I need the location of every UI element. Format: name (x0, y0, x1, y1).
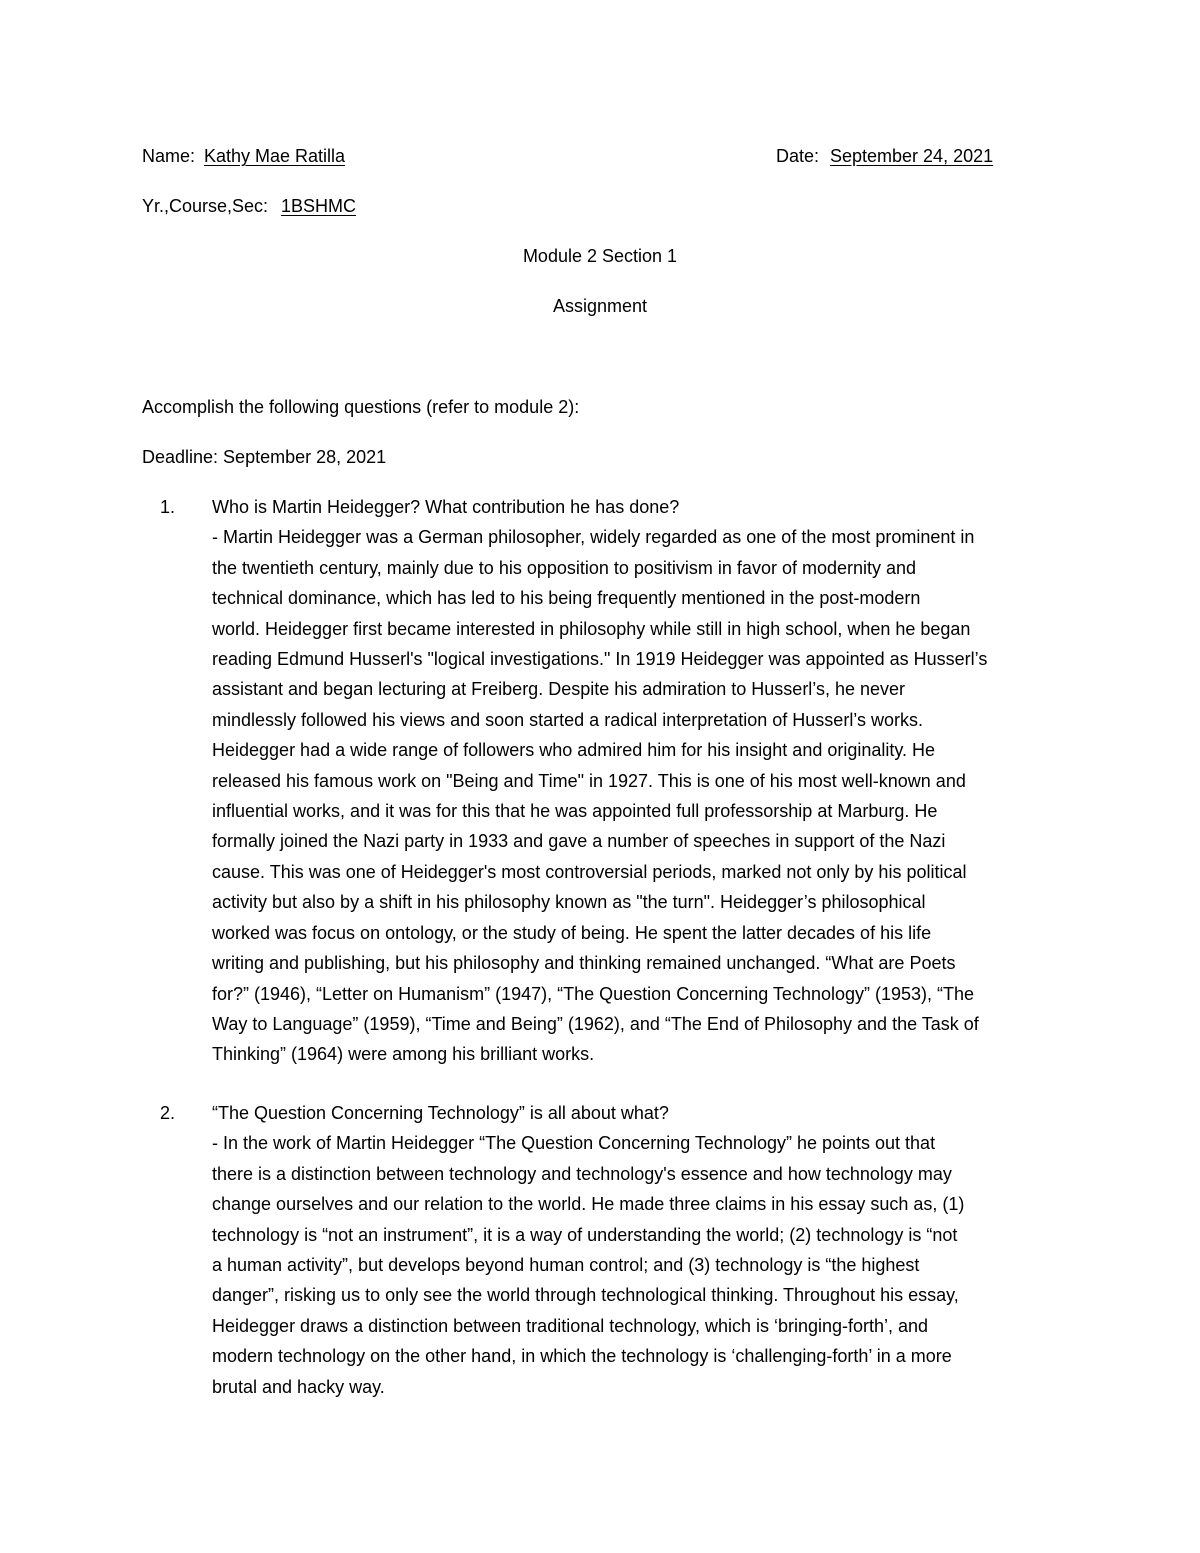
deadline: Deadline: September 28, 2021 (142, 447, 387, 467)
question-number: 2. (160, 1103, 176, 1123)
answer-line: technology is “not an instrument”, it is a way of understanding the world; (2) technology is “not (212, 1224, 958, 1245)
question-number: 1. (160, 497, 176, 517)
question-body (212, 1098, 1072, 1402)
answer-line: for?” (1946), “Letter on Humanism” (1947), “The Question Concerning Technology” (1953), “The (212, 983, 975, 1004)
name-label: Name: (142, 146, 196, 166)
date-value: September 24, 2021 (830, 146, 994, 166)
answer-line: danger”, risking us to only see the world through technological thinking. Throughout his essay, (212, 1285, 959, 1306)
question-body (212, 492, 1072, 1070)
answer-line: cause. This was one of Heidegger's most controversial periods, marked not only by his political (212, 861, 967, 882)
question-text: “The Question Concerning Technology” is all about what? (212, 1103, 669, 1123)
answer-line: worked was focus on ontology, or the study of being. He spent the latter decades of his life (212, 922, 932, 943)
answer-line: - In the work of Martin Heidegger “The Question Concerning Technology” he points out that (212, 1133, 936, 1154)
answer-line: Way to Language” (1959), “Time and Being” (1962), and “The End of Philosophy and the Task of (212, 1013, 979, 1034)
answer-line: formally joined the Nazi party in 1933 and gave a number of speeches in support of the Nazi (212, 831, 946, 852)
answer-line: change ourselves and our relation to the world. He made three claims in his essay such as, (1) (212, 1194, 965, 1215)
course-section-value: 1BSHMC (281, 196, 357, 216)
answer-line: assistant and began lecturing at Freiberg. Despite his admiration to Husserl’s, he never (212, 679, 906, 700)
question-text: Who is Martin Heidegger? What contribution he has done? (212, 497, 680, 517)
answer-line: there is a distinction between technology and technology's essence and how technology may (212, 1163, 952, 1184)
course-section-label: Yr.,Course,Sec: (142, 196, 269, 216)
answer-line: Heidegger draws a distinction between traditional technology, which is ‘bringing-forth’, and (212, 1315, 929, 1336)
instructions: Accomplish the following questions (refer to module 2): (142, 397, 580, 417)
answer-line: mindlessly followed his views and soon started a radical interpretation of Husserl’s works. (212, 709, 923, 730)
answer-line: Heidegger had a wide range of followers who admired him for his insight and originality. He (212, 740, 936, 761)
answer-line: the twentieth century, mainly due to his opposition to positivism in favor of modernity and (212, 557, 917, 578)
answer-line: influential works, and it was for this that he was appointed full professorship at Marburg. He (212, 801, 938, 822)
answer-line: world. Heidegger first became interested in philosophy while still in high school, when he began (212, 618, 971, 639)
name-value: Kathy Mae Ratilla (204, 146, 346, 166)
answer-line: reading Edmund Husserl's "logical investigations." In 1919 Heidegger was appointed as Husserl’s (212, 649, 988, 670)
answer-line: modern technology on the other hand, in which the technology is ‘challenging-forth’ in a more (212, 1346, 952, 1367)
answer-line: Thinking” (1964) were among his brilliant works. (212, 1044, 595, 1065)
date-label: Date: (776, 146, 820, 166)
answer-line: - Martin Heidegger was a German philosopher, widely regarded as one of the most prominent in (212, 527, 975, 548)
assignment-title: Assignment (552, 296, 648, 316)
module-title: Module 2 Section 1 (522, 246, 678, 266)
answer-line: technical dominance, which has led to his being frequently mentioned in the post-modern (212, 588, 921, 609)
answer-line: a human activity”, but develops beyond human control; and (3) technology is “the highest (212, 1255, 920, 1276)
answer-line: brutal and hacky way. (212, 1376, 385, 1397)
answer-line: released his famous work on "Being and Time" in 1927. This is one of his most well-known and (212, 770, 966, 791)
answer-line: writing and publishing, but his philosophy and thinking remained unchanged. “What are Poets (212, 953, 956, 974)
answer-line: activity but also by a shift in his philosophy known as "the turn". Heidegger’s philosophical (212, 892, 926, 913)
